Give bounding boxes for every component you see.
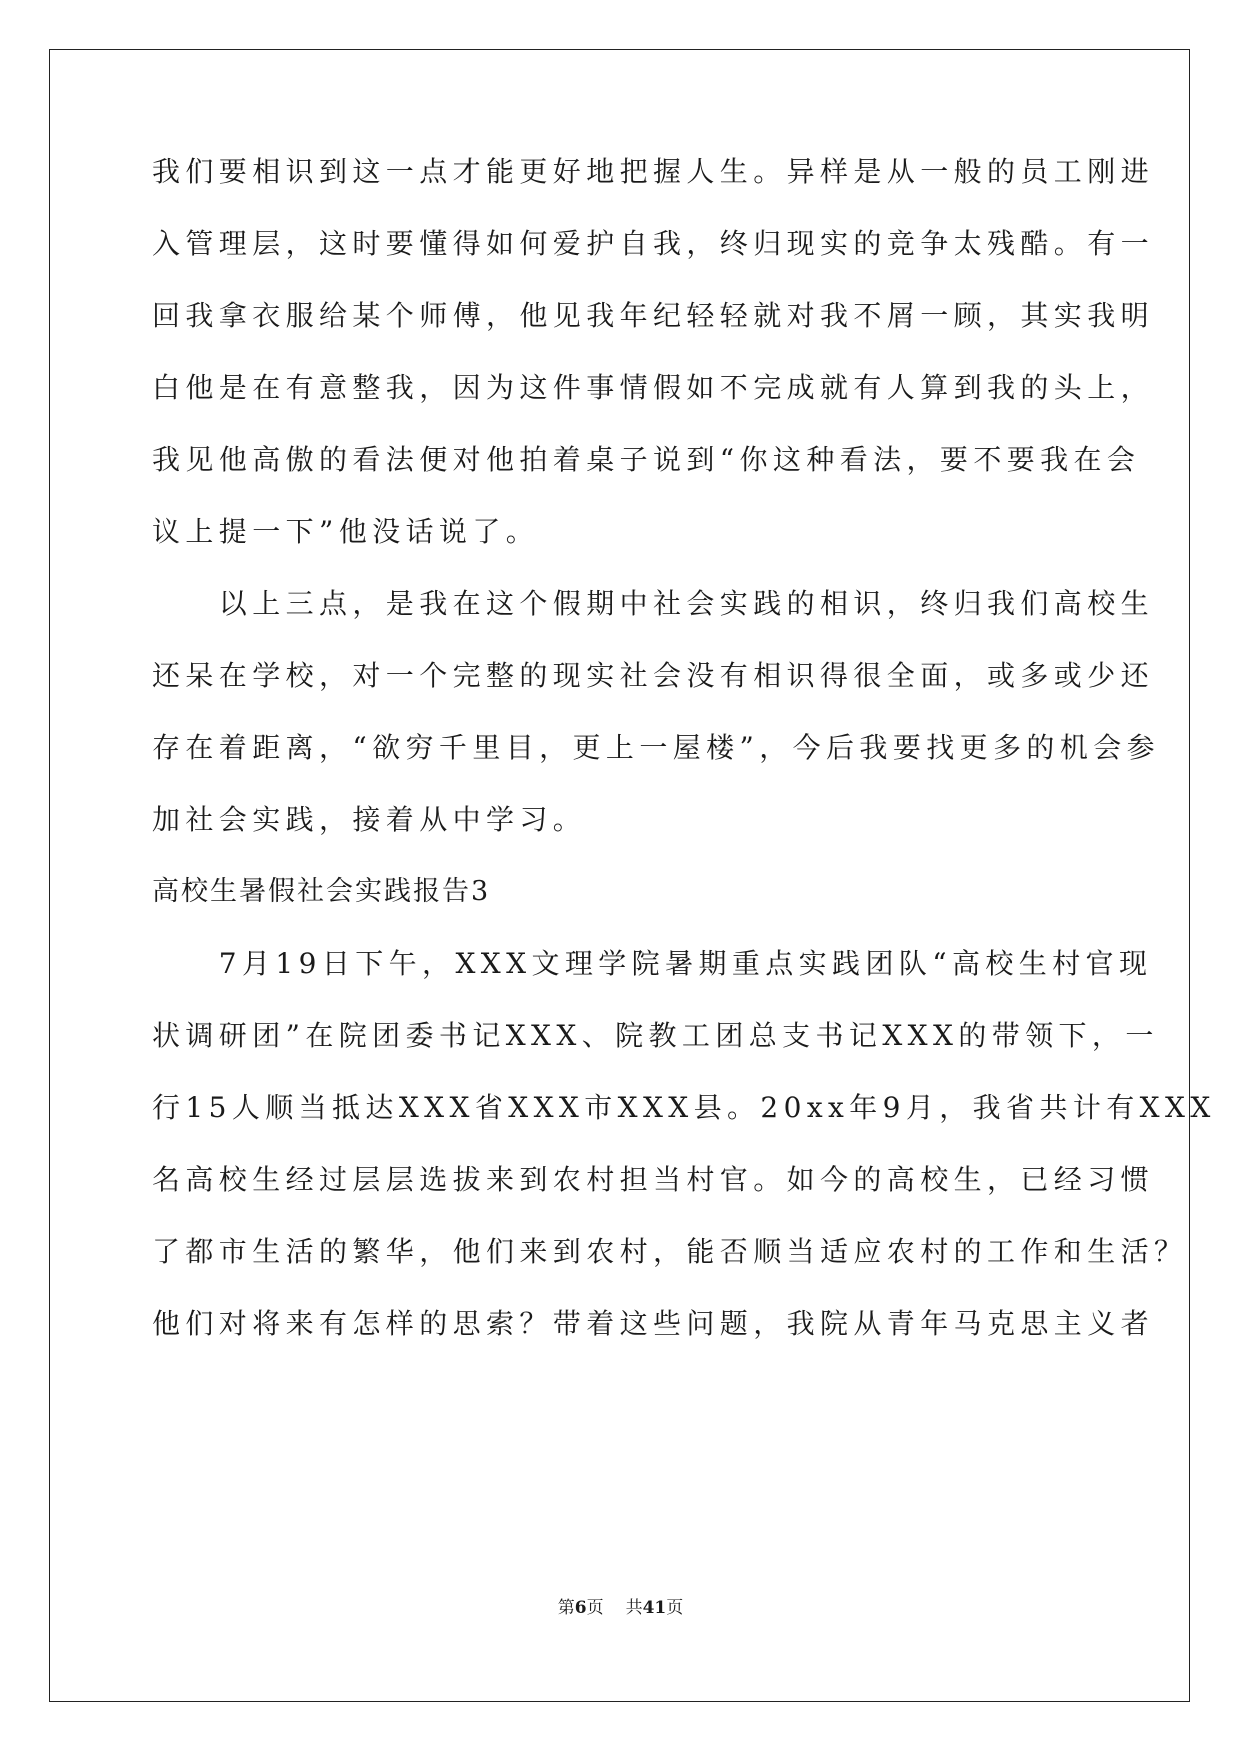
text-line: 存在着距离，“欲穷千里目，更上一屋楼”，今后我要找更多的机会参 [152,731,1161,764]
footer-total-prefix: 共 [625,1598,643,1618]
text-line: 入管理层，这时要懂得如何爱护自我，终归现实的竞争太残酷。有一 [152,227,1155,260]
text-line: 他们对将来有怎样的思索？带着这些问题，我院从青年马克思主义者 [152,1307,1155,1340]
text-line: 我们要相识到这一点才能更好地把握人生。异样是从一般的员工刚进 [152,155,1155,188]
footer-total-suffix: 页 [666,1598,684,1618]
footer-prefix: 第 [557,1598,575,1618]
text-line: 状调研团”在院团委书记XXX、院教工团总支书记XXX的带领下，一 [152,1019,1159,1052]
footer-page-suffix: 页 [586,1598,604,1618]
current-page-number: 6 [574,1598,587,1618]
text-line: 回我拿衣服给某个师傅，他见我年纪轻轻就对我不屑一顾，其实我明 [152,299,1155,332]
text-line: 议上提一下”他没话说了。 [152,515,540,548]
text-line: 7月19日下午，XXX文理学院暑期重点实践团队“高校生村官现 [152,947,1153,980]
text-line: 行15人顺当抵达XXX省XXX市XXX县。20xx年9月，我省共计有XXX [152,1091,1216,1124]
text-line: 白他是在有意整我，因为这件事情假如不完成就有人算到我的头上， [152,371,1155,404]
total-pages-number: 41 [642,1598,667,1618]
text-line: 以上三点，是我在这个假期中社会实践的相识，终归我们高校生 [152,587,1155,620]
section-heading: 高校生暑假社会实践报告3 [152,876,491,907]
text-line: 加社会实践，接着从中学习。 [152,803,587,836]
text-line: 了都市生活的繁华，他们来到农村，能否顺当适应农村的工作和生活？ [152,1235,1188,1268]
text-line: 名高校生经过层层选拔来到农村担当村官。如今的高校生，已经习惯 [152,1163,1155,1196]
text-line: 我见他高傲的看法便对他拍着桌子说到“你这种看法，要不要我在会 [152,443,1141,476]
page-footer [0,1597,1241,1619]
text-line: 还呆在学校，对一个完整的现实社会没有相识得很全面，或多或少还 [152,659,1155,692]
